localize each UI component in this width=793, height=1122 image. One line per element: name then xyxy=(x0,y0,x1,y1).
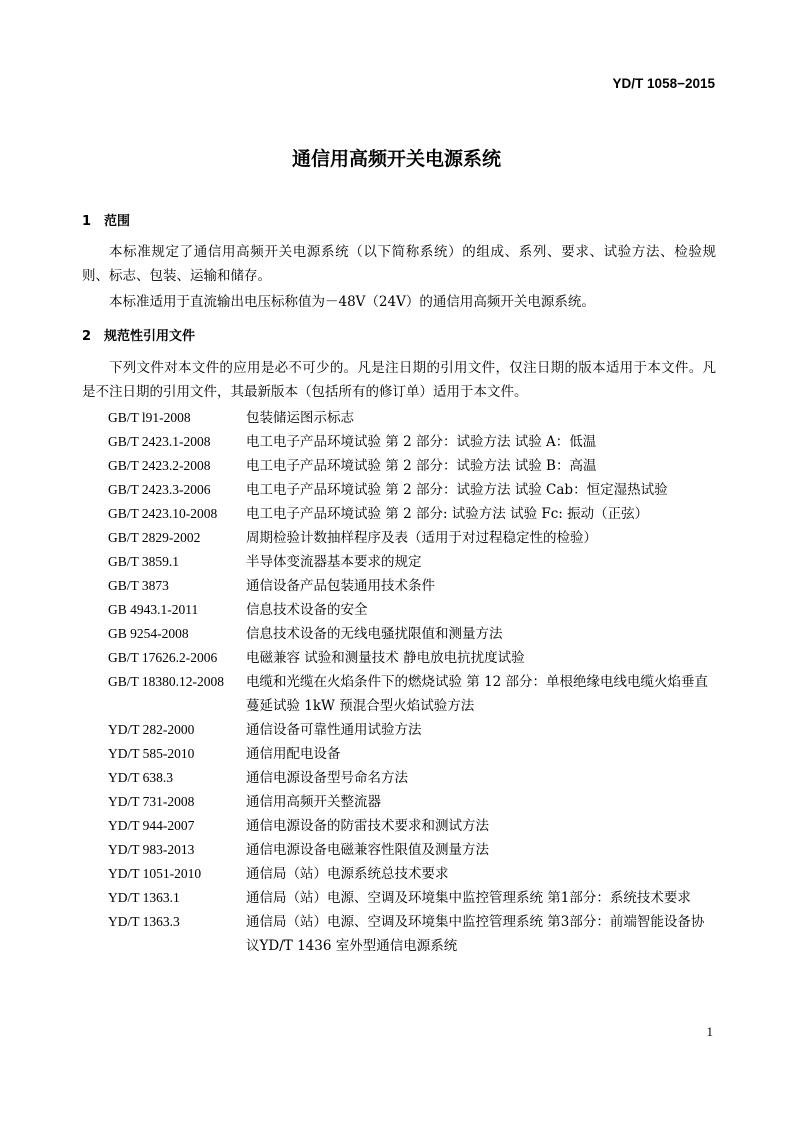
reference-title: 通信局（站）电源、空调及环境集中监控管理系统 第1部分：系统技术要求 xyxy=(246,890,691,906)
reference-code: YD/T 585-2010 xyxy=(108,746,195,761)
document-code: YD/T 1058−2015 xyxy=(612,76,715,91)
reference-item xyxy=(82,598,716,622)
section-heading-text: 范围 xyxy=(104,214,131,229)
reference-item xyxy=(82,622,716,646)
reference-title: 通信设备可靠性通用试验方法 xyxy=(246,722,422,738)
reference-code: YD/T 638.3 xyxy=(108,770,174,785)
section-number: 1 xyxy=(82,214,92,229)
references-intro-paragraph: 下列文件对本文件的应用是必不可少的。凡是注日期的引用文件，仅注日期的版本适用于本文件。凡是不注日期的引用文件，其最新版本（包括所有的修订单）适用于本文件。 xyxy=(82,360,716,400)
reference-code: GB/T 3859.1 xyxy=(108,554,180,569)
reference-item xyxy=(82,790,716,814)
reference-item xyxy=(82,766,716,790)
reference-item xyxy=(82,502,716,526)
reference-title: 电工电子产品环境试验 第 2 部分：试验方法 试验 Cab：恒定湿热试验 xyxy=(246,482,668,498)
reference-item xyxy=(82,646,716,670)
reference-item xyxy=(82,574,716,598)
reference-title: 半导体变流器基本要求的规定 xyxy=(246,554,422,570)
reference-item xyxy=(82,670,716,718)
document-title: 通信用高频开关电源系统 xyxy=(291,148,501,170)
reference-code: GB/T 2423.3-2006 xyxy=(108,482,211,497)
reference-code: GB/T 18380.12-2008 xyxy=(108,674,225,689)
reference-code: YD/T 1363.3 xyxy=(108,914,180,929)
reference-item xyxy=(82,478,716,502)
reference-code: GB 4943.1-2011 xyxy=(108,602,199,617)
section-heading-references xyxy=(82,325,195,344)
reference-title: 通信电源设备电磁兼容性限值及测量方法 xyxy=(246,842,489,858)
section-heading-text: 规范性引用文件 xyxy=(104,329,196,344)
reference-item xyxy=(82,838,716,862)
reference-title: 信息技术设备的无线电骚扰限值和测量方法 xyxy=(246,626,503,642)
reference-title: 通信用配电设备 xyxy=(246,746,341,762)
reference-item xyxy=(82,814,716,838)
page-number: 1 xyxy=(706,1024,713,1039)
reference-item xyxy=(82,718,716,742)
reference-code: GB 9254-2008 xyxy=(108,626,189,641)
scope-paragraph-1: 本标准规定了通信用高频开关电源系统（以下简称系统）的组成、系列、要求、试验方法、检验规则、标志、包装、运输和储存。 xyxy=(82,244,716,284)
reference-item xyxy=(82,550,716,574)
reference-code: GB/T 2423.1-2008 xyxy=(108,434,211,449)
reference-list xyxy=(82,406,716,958)
reference-item xyxy=(82,742,716,766)
reference-code: YD/T 1363.1 xyxy=(108,890,180,905)
reference-item xyxy=(82,910,716,958)
reference-item xyxy=(82,454,716,478)
reference-item xyxy=(82,430,716,454)
section-heading-scope xyxy=(82,210,130,229)
reference-code: YD/T 983-2013 xyxy=(108,842,195,857)
reference-code: YD/T 944-2007 xyxy=(108,818,195,833)
reference-code: YD/T 1051-2010 xyxy=(108,866,202,881)
reference-code: GB/T 17626.2-2006 xyxy=(108,650,218,665)
reference-title: 通信用高频开关整流器 xyxy=(246,794,381,810)
reference-title: 电缆和光缆在火焰条件下的燃烧试验 第 12 部分：单根绝缘电线电缆火焰垂直蔓延试验 1kW 预混合型火焰试验方法 xyxy=(246,674,709,714)
reference-title: 周期检验计数抽样程序及表（适用于对过程稳定性的检验） xyxy=(246,530,597,546)
reference-title: 通信电源设备型号命名方法 xyxy=(246,770,408,786)
reference-code: YD/T 282-2000 xyxy=(108,722,195,737)
reference-title: 信息技术设备的安全 xyxy=(246,602,368,618)
reference-title: 电磁兼容 试验和测量技术 静电放电抗扰度试验 xyxy=(246,650,525,666)
reference-item xyxy=(82,886,716,910)
reference-title: 电工电子产品环境试验 第 2 部分: 试验方法 试验 Fc: 振动（正弦） xyxy=(246,506,649,522)
reference-code: GB/T l91-2008 xyxy=(108,410,191,425)
reference-item xyxy=(82,406,716,430)
reference-code: GB/T 3873 xyxy=(108,578,169,593)
reference-code: YD/T 731-2008 xyxy=(108,794,195,809)
reference-title: 通信设备产品包装通用技术条件 xyxy=(246,578,435,594)
reference-code: GB/T 2829-2002 xyxy=(108,530,201,545)
section-number: 2 xyxy=(82,329,92,344)
reference-title: 通信电源设备的防雷技术要求和测试方法 xyxy=(246,818,489,834)
reference-item xyxy=(82,526,716,550)
reference-title: 电工电子产品环境试验 第 2 部分：试验方法 试验 A：低温 xyxy=(246,434,597,450)
reference-code: GB/T 2423.10-2008 xyxy=(108,506,218,521)
scope-paragraph-2: 本标准适用于直流输出电压标称值为－48V（24V）的通信用高频开关电源系统。 xyxy=(109,294,595,310)
reference-title: 包装储运图示标志 xyxy=(246,410,354,426)
reference-title: 通信局（站）电源、空调及环境集中监控管理系统 第3部分：前端智能设备协议YD/T 1436 室外型通信电源系统 xyxy=(246,914,705,954)
reference-title: 电工电子产品环境试验 第 2 部分：试验方法 试验 B：高温 xyxy=(246,458,597,474)
reference-title: 通信局（站）电源系统总技术要求 xyxy=(246,866,449,882)
reference-item xyxy=(82,862,716,886)
reference-code: GB/T 2423.2-2008 xyxy=(108,458,211,473)
